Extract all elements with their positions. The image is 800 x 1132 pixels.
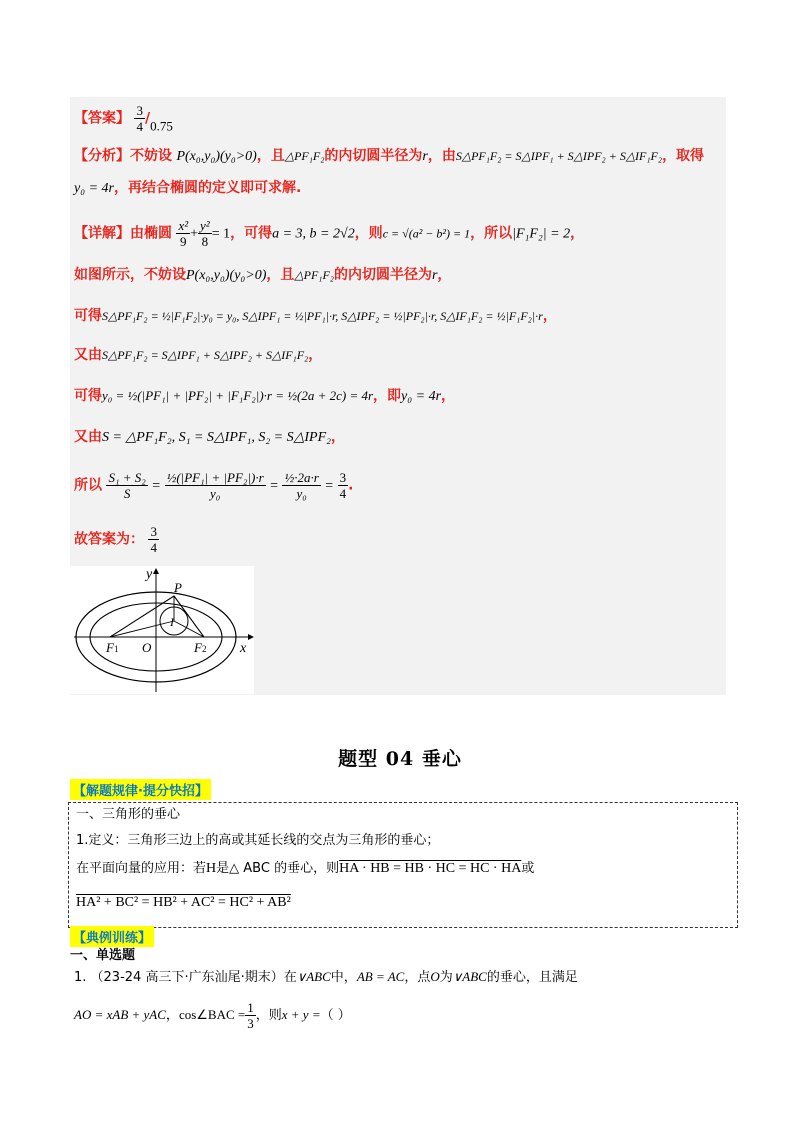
fraction-y2-8: $\frac{\text{y²}}{8}$ (200, 218, 210, 249)
single-choice-heading: 一、单选题 (70, 948, 136, 963)
detail-line-7 (74, 470, 353, 501)
final-fraction: $\frac{3}{4}$ (150, 524, 157, 555)
fraction-1-3: $\frac{1}{3}$ (247, 1000, 254, 1031)
analysis-text: ，由 (427, 148, 456, 164)
detail-line-2 (74, 265, 451, 286)
detail-text: 所以 (74, 477, 102, 494)
label-p: P (174, 580, 182, 595)
ellipse-figure (70, 566, 254, 694)
tips-line-2: 1.定义：三角形三边上的高或其延长线的交点为三角形的垂心； (76, 833, 440, 848)
math-r: r (422, 149, 428, 164)
answer-fraction: $\frac{3}{4}$ (136, 103, 143, 134)
question-1-line-1: 1. （23-24 高三下·广东汕尾·期末）在∨ABC中，AB = AC，点O为∨ABC的垂心，且满足 (74, 969, 578, 985)
detail-text: ， (308, 347, 323, 363)
fraction-pf-r: $\frac{\text{½(|PF₁| + |PF₂|)·r}}{\text{y₀}}$ (166, 470, 264, 501)
equals-sign: = (325, 478, 334, 494)
analysis-text: ，且 (256, 148, 285, 164)
math-c: c = √(a² − b²) = 1 (382, 226, 471, 241)
math-areas: S△PF₁F₂ = ½|F₁F₂|·y₀ = y₀, S△IPF₁ = ½|PF₁|·r, S△IPF₂ = ½|PF₂|·r, S△IF₁F₂ = ½|F₁F₂|·r (102, 309, 543, 323)
section-title: 题型 04 垂心 (338, 748, 462, 770)
fraction-s1s2-s: $\frac{\text{S₁ + S₂}}{S}$ (108, 470, 146, 501)
detail-text: ，则 (354, 225, 383, 242)
analysis-text: 不妨设 (130, 148, 172, 164)
math-point-p: P(x₀,y₀)(y₀>0) (176, 149, 257, 164)
label-y: y (146, 567, 153, 582)
detail-text: 又由 (74, 347, 102, 363)
label-i: I (170, 615, 174, 629)
label-f2: F2 (194, 640, 207, 655)
detail-text: ， (441, 388, 456, 404)
equals-sign: = (152, 478, 161, 494)
answer-line (74, 103, 173, 137)
label-f1: F1 (106, 640, 119, 655)
math-y0: y₀ = 4r (401, 389, 442, 404)
analysis-text: 的内切圆半径为 (324, 148, 423, 164)
detail-text: ，即 (373, 388, 402, 404)
analysis-line-1 (74, 146, 704, 167)
detail-line-3 (74, 306, 557, 326)
analysis-line-2 (74, 178, 301, 199)
detail-text: ， (437, 267, 452, 283)
detail-text: . (348, 477, 354, 494)
detail-label: 【详解】 (74, 225, 130, 242)
answer-separator: / (144, 110, 151, 127)
detail-text: 如图所示，不妨设 (74, 267, 186, 283)
detail-text: ， (570, 225, 585, 242)
fraction-x2-9: $\frac{\text{x²}}{9}$ (178, 218, 189, 249)
label-o: O (142, 640, 152, 655)
vector-equation: HA · HB = HB · HC = HC · HA (339, 861, 522, 876)
question-1-line-2: AO = xAB + yAC，cos∠BAC = $\frac{1}{3}$ ，则x + y =（ ） (74, 1000, 351, 1031)
final-answer-line (74, 524, 159, 555)
final-answer-label: 故答案为： (74, 531, 144, 548)
detail-text: ， (542, 308, 557, 324)
detail-text: 又由 (74, 429, 102, 445)
math-y0-derivation: y₀ = ½(|PF₁| + |PF₂| + |F₁F₂|)·r = ½(2a + 2c) = 4r (102, 388, 374, 403)
math-eq-1: = 1 (211, 226, 231, 242)
math-ab: a = 3, b = 2√2 (272, 226, 355, 242)
equals-sign: = (270, 478, 279, 494)
analysis-text: ，取得 (662, 148, 705, 164)
answer-decimal: 0.75 (150, 118, 173, 134)
math-s-defs: S = △PF₁F₂, S₁ = S△IPF₁, S₂ = S△IPF₂ (102, 430, 332, 445)
fraction-3-4: $\frac{3}{4}$ (339, 470, 347, 501)
math-f1f2: |F₁F₂| = 2 (512, 226, 571, 242)
detail-line-6 (74, 427, 345, 448)
answer-label: 【答案】 (74, 110, 130, 127)
tips-line-3: 在平面向量的应用：若H是△ ABC 的垂心，则HA · HB = HB · HC = HC · HA或 (76, 861, 535, 876)
detail-text: 由椭圆 (130, 225, 172, 242)
detail-text: 可得 (74, 308, 102, 324)
math-y0: y₀ = 4r (74, 181, 114, 196)
label-x: x (240, 641, 247, 656)
detail-text: ，所以 (470, 225, 513, 242)
tips-badge: 【解题规律·提分快招】 (70, 779, 211, 800)
detail-text: 的内切圆半径为 (333, 267, 432, 283)
tips-line-1: 一、三角形的垂心 (76, 807, 181, 822)
detail-line-1: 【详解】由椭圆 $\frac{\text{x²}}{9}$ + $\frac{\text{y²}}{8}$ = 1，可得a = 3, b = 2√2，则c = √(a² − b²) = 1，所以|F₁F₂| = 2， (74, 218, 585, 249)
detail-line-4 (74, 345, 322, 365)
detail-text: 可得 (74, 388, 102, 404)
math-area-sum: S△PF₁F₂ = S△IPF₁ + S△IPF₂ + S△IF₁F₂ (102, 348, 309, 362)
math-triangle: △PF₁F₂ (284, 149, 325, 163)
figure-background (70, 566, 254, 694)
math-r: r (431, 268, 438, 283)
analysis-label: 【分析】 (74, 148, 130, 164)
detail-text: ， (331, 429, 346, 445)
analysis-text: ，再结合椭圆的定义即可求解. (113, 180, 302, 196)
vector-square-equation: HA² + BC² = HB² + AC² = HC² + AB² (76, 895, 291, 910)
fraction-2ar: $\frac{\text{½·2a·r}}{\text{y₀}}$ (284, 470, 319, 501)
math-triangle: △PF₁F₂ (294, 268, 334, 282)
tips-line-4 (76, 894, 291, 912)
math-point-p: P(x₀,y₀)(y₀>0) (186, 268, 267, 283)
detail-text: ，可得 (230, 225, 273, 242)
detail-line-5 (74, 386, 455, 407)
examples-badge: 【典例训练】 (70, 926, 154, 947)
detail-text: ，且 (266, 267, 295, 283)
math-area-sum: S△PF₁F₂ = S△IPF₁ + S△IPF₂ + S△IF₁F₂ (455, 149, 663, 163)
